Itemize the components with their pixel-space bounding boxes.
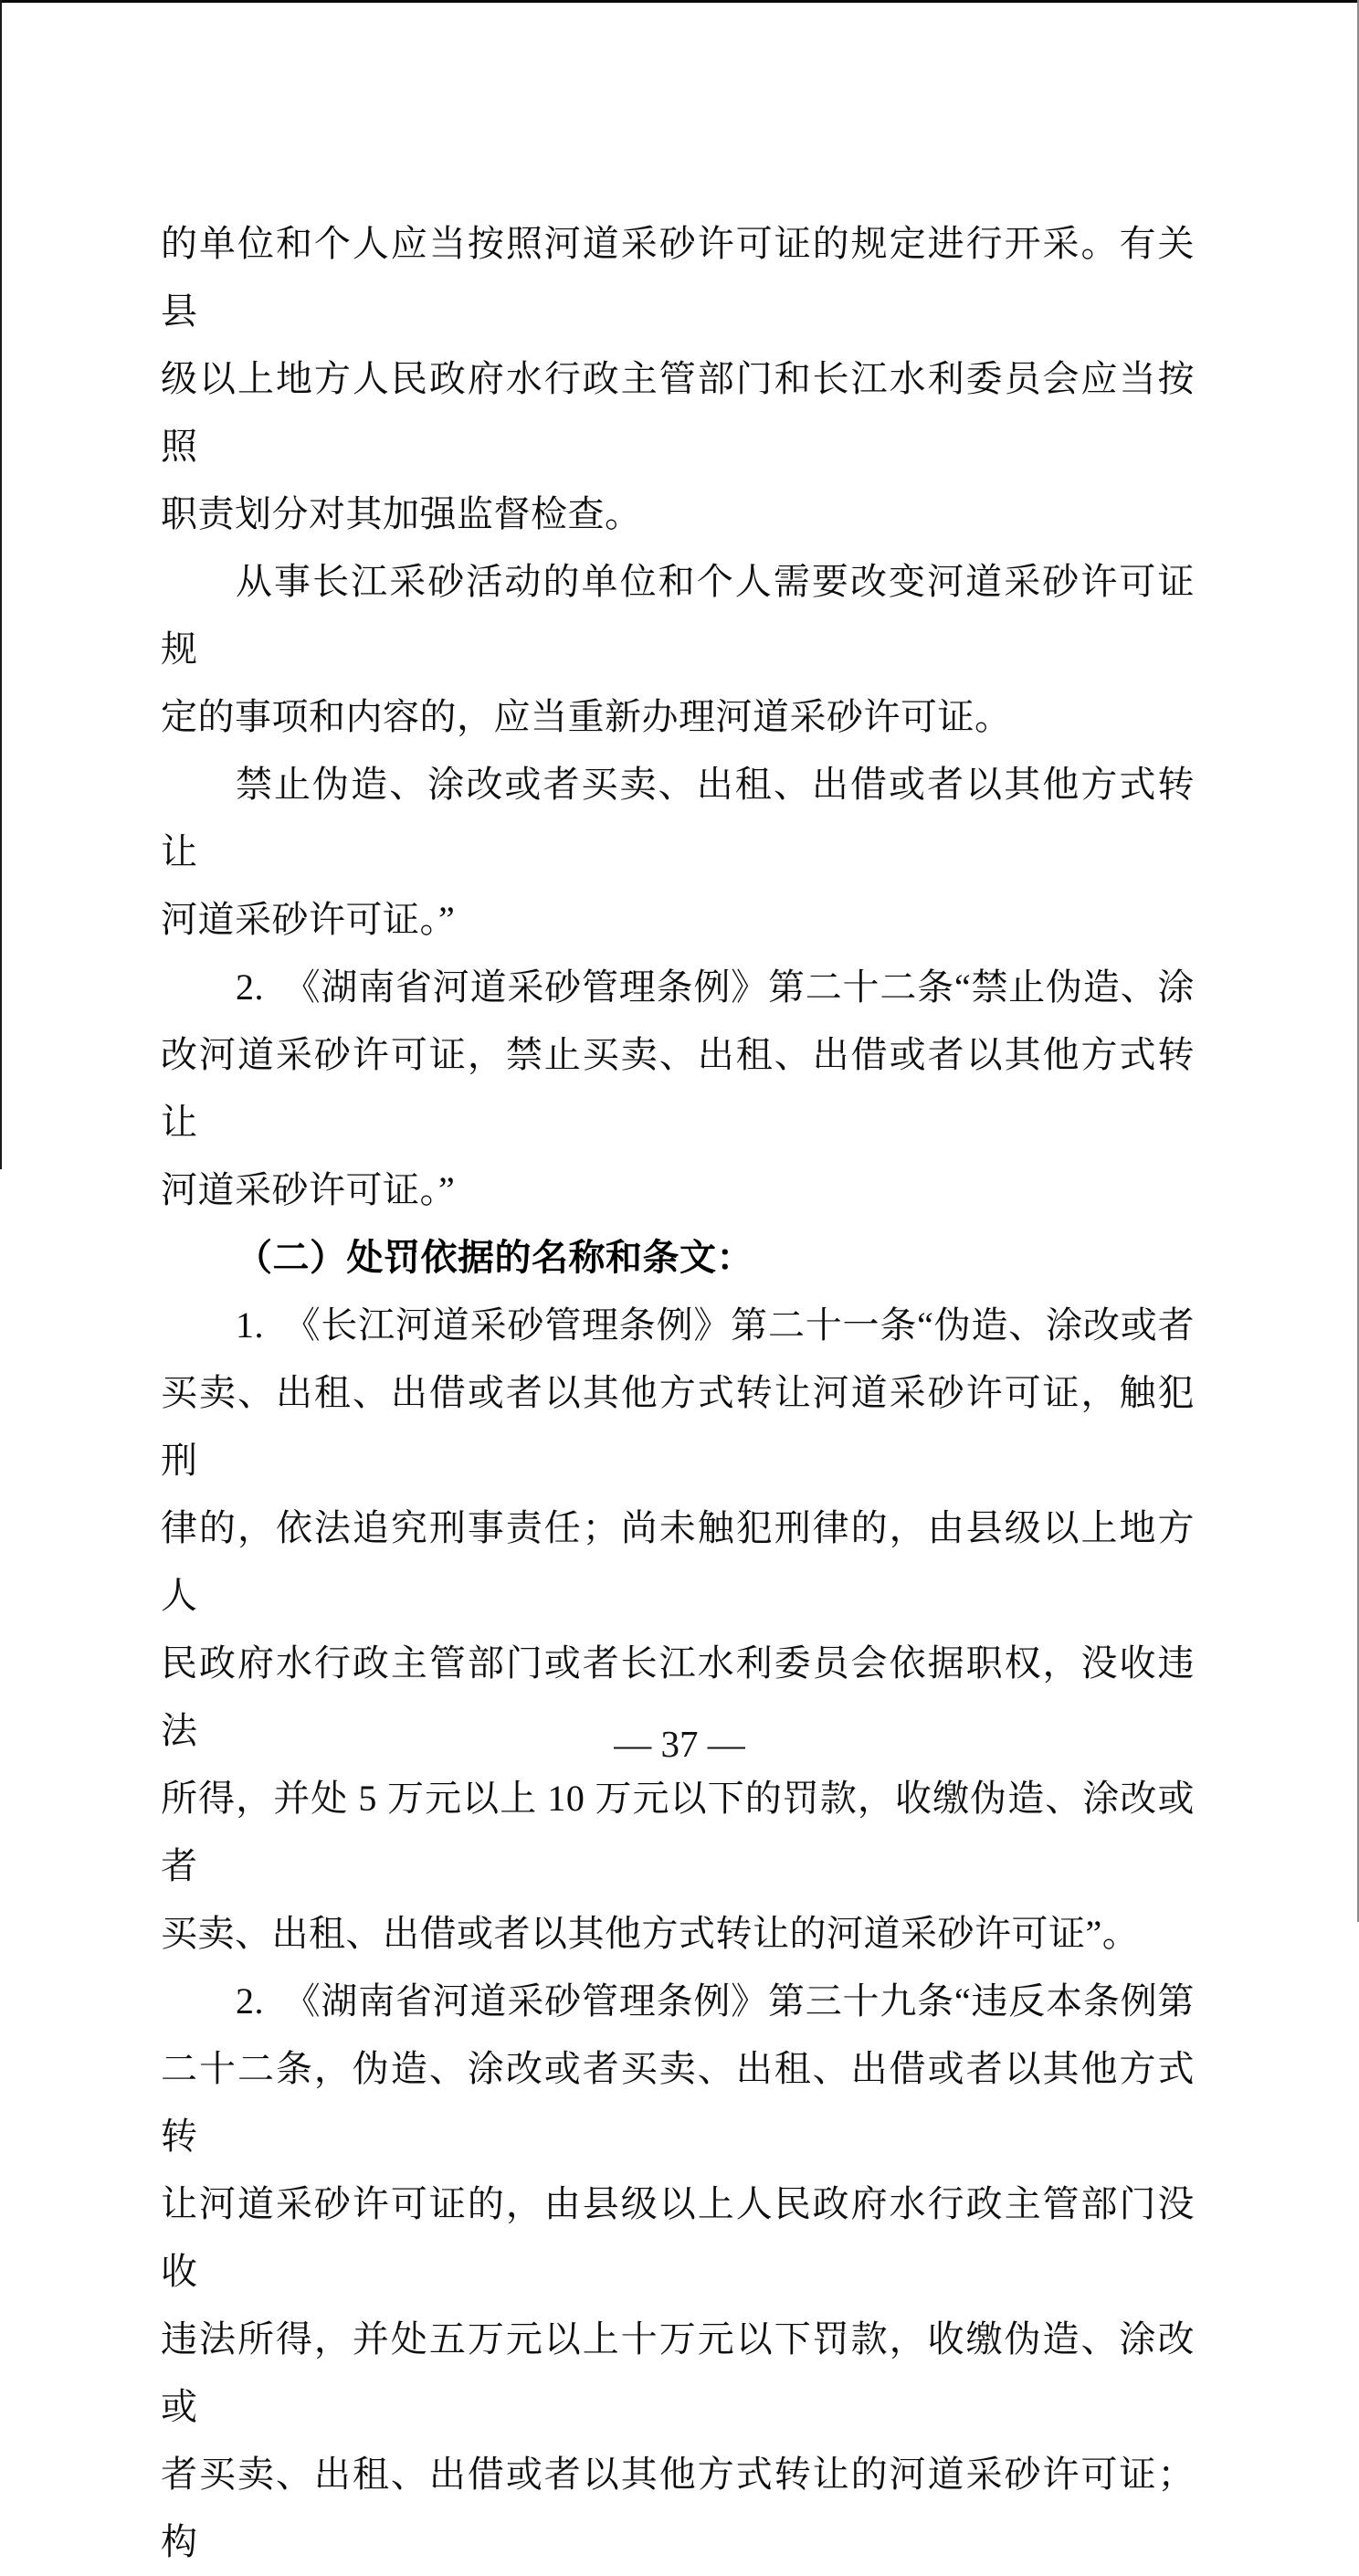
text-line: 从事长江采砂活动的单位和个人需要改变河道采砂许可证规 bbox=[161, 561, 1195, 670]
text-line: 所得，并处 5 万元以上 10 万元以下的罚款，收缴伪造、涂改或者 bbox=[161, 1778, 1195, 1886]
text-line: 1. 《长江河道采砂管理条例》第二十一条“伪造、涂改或者 bbox=[236, 1304, 1195, 1346]
text-line: 职责划分对其加强监督检查。 bbox=[161, 493, 642, 534]
scan-edge-left bbox=[0, 0, 2, 1169]
page-number: — 37 — bbox=[614, 1723, 745, 1765]
text-line: （二）处罚依据的名称和条文： bbox=[236, 1237, 753, 1278]
text-line: 定的事项和内容的，应当重新办理河道采砂许可证。 bbox=[161, 696, 1012, 737]
text-line: 违法所得，并处五万元以上十万元以下罚款，收缴伪造、涂改或 bbox=[161, 2318, 1195, 2427]
text-line: 2. 《湖南省河道采砂管理条例》第二十二条“禁止伪造、涂 bbox=[236, 966, 1195, 1008]
text-line: 改河道采砂许可证，禁止买卖、出租、出借或者以其他方式转让 bbox=[161, 1034, 1195, 1143]
text-line: 买卖、出租、出借或者以其他方式转让的河道采砂许可证”。 bbox=[161, 1913, 1140, 1954]
text-line: 买卖、出租、出借或者以其他方式转让河道采砂许可证，触犯刑 bbox=[161, 1372, 1195, 1481]
text-line: 级以上地方人民政府水行政主管部门和长江水利委员会应当按照 bbox=[161, 358, 1195, 467]
text-line: 的单位和个人应当按照河道采砂许可证的规定进行开采。有关县 bbox=[161, 223, 1195, 332]
text-line: 者买卖、出租、出借或者以其他方式转让的河道采砂许可证；构 bbox=[161, 2454, 1195, 2562]
text-line: 二十二条，伪造、涂改或者买卖、出租、出借或者以其他方式转 bbox=[161, 2048, 1195, 2157]
text-line: 律的，依法追究刑事责任；尚未触犯刑律的，由县级以上地方人 bbox=[161, 1507, 1195, 1616]
text-line: 河道采砂许可证。” bbox=[161, 1169, 456, 1210]
text-line: 让河道采砂许可证的，由县级以上人民政府水行政主管部门没收 bbox=[161, 2183, 1195, 2292]
document-body bbox=[161, 210, 1195, 2576]
scan-edge-top bbox=[0, 0, 1359, 3]
text-line: 河道采砂许可证。” bbox=[161, 899, 456, 940]
text-line: 2. 《湖南省河道采砂管理条例》第三十九条“违反本条例第 bbox=[236, 1980, 1195, 2022]
text-line: 禁止伪造、涂改或者买卖、出租、出借或者以其他方式转让 bbox=[161, 764, 1195, 872]
text-line: 民政府水行政主管部门或者长江水利委员会依据职权，没收违法 bbox=[161, 1642, 1195, 1751]
